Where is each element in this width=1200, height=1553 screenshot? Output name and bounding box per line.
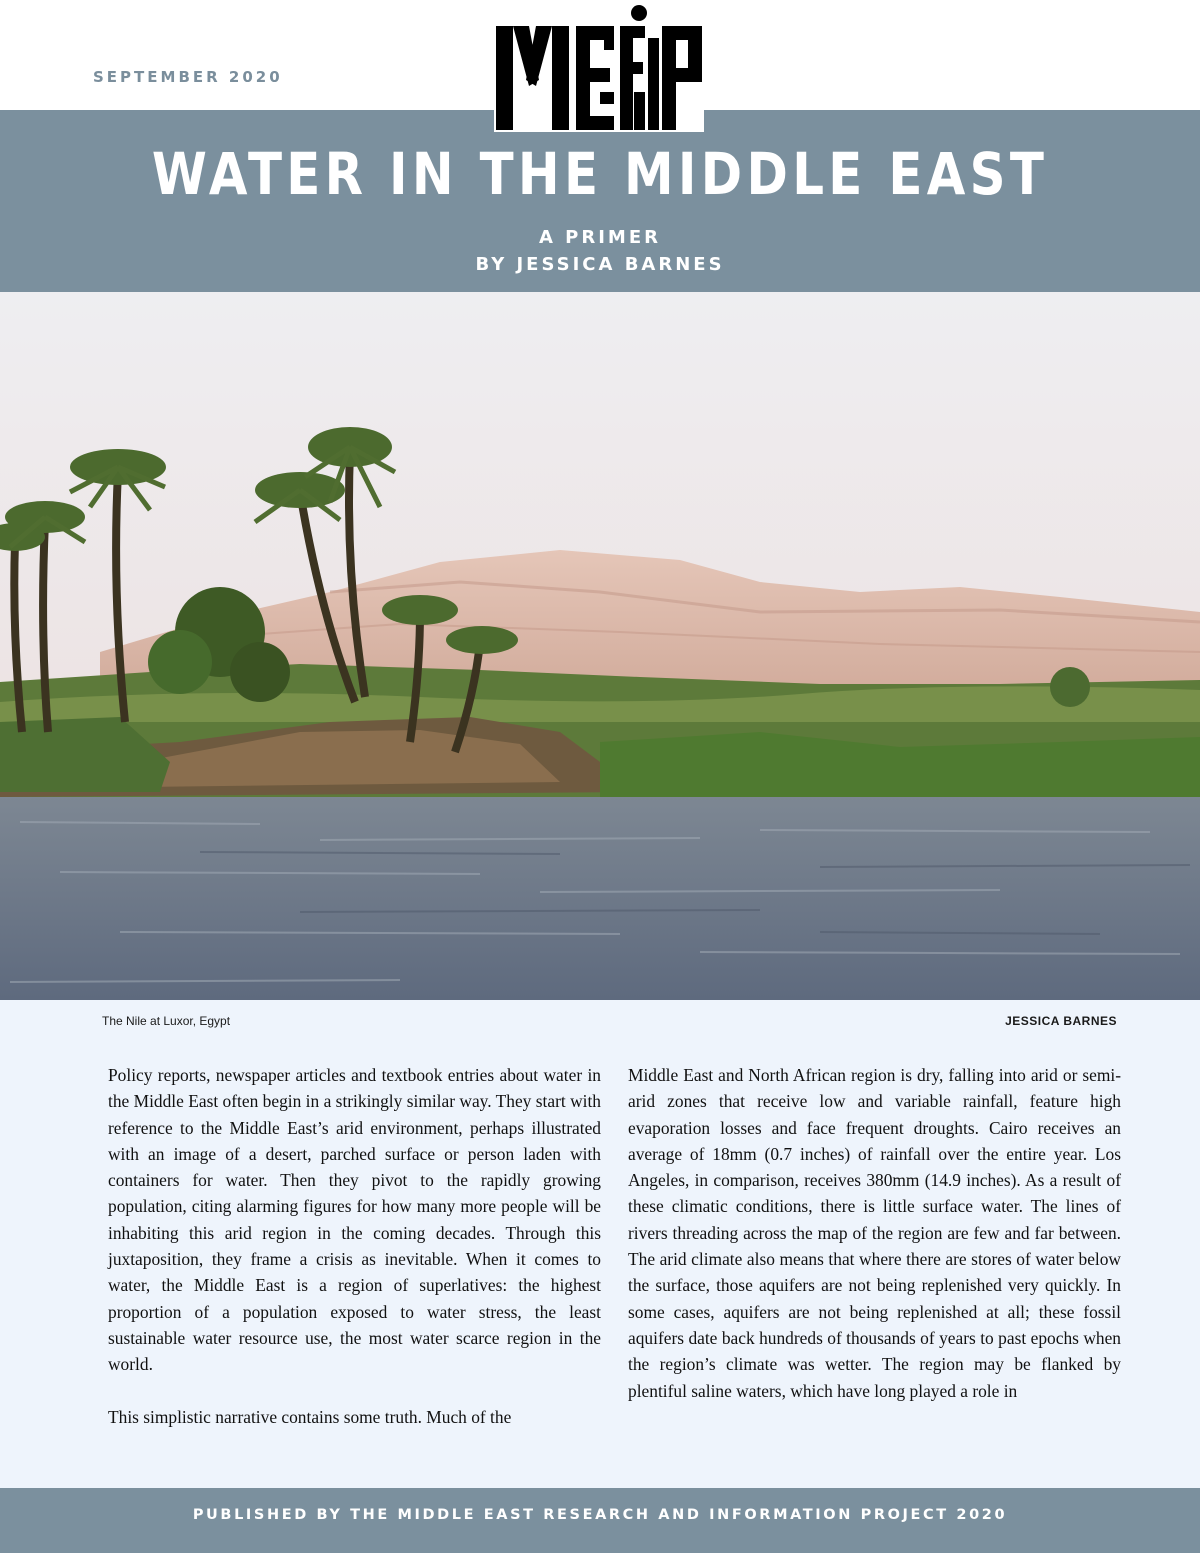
subtitle: A PRIMER (538, 227, 661, 248)
article-column-right (628, 1062, 1121, 1430)
page-title: WATER IN THE MIDDLE EAST (151, 140, 1049, 208)
merip-logo (494, 2, 704, 132)
byline: BY JESSICA BARNES (475, 254, 725, 275)
article-paragraph: This simplistic narrative contains some truth. Much of the (108, 1406, 512, 1427)
issue-date: SEPTEMBER 2020 (93, 68, 283, 86)
article-paragraph: Policy reports, newspaper articles and textbook entries about water in the Middle East often begin in a strikingly similar way. They start with reference to the Middle East’s arid environment, perhaps illustrated with an image of a desert, parched surface or person laden with containers for water. Then they pivot to the rapidly growing population, citing alarming figures for how many more people will be inhabiting this arid region in the coming decades. Through this juxtaposition, they frame a crisis as inevitable. When it comes to water, the Middle East is a region of superlatives: the highest proportion of a population exposed to water stress, the least sustainable water resource use, the most water scarce region in the world. (108, 1065, 601, 1375)
article-column-left (108, 1062, 601, 1456)
footer-text: PUBLISHED BY THE MIDDLE EAST RESEARCH AND INFORMATION PROJECT 2020 (192, 1507, 1008, 1523)
photo-credit: JESSICA BARNES (1005, 1014, 1117, 1028)
photo-caption: The Nile at Luxor, Egypt (102, 1014, 231, 1028)
article-paragraph: Middle East and North African region is dry, falling into arid or semi-arid zones that receive low and variable rainfall, feature high evaporation losses and face frequent droughts. Cairo receives an average of 18mm (0.7 inches) of rainfall over the entire year. Los Angeles, in comparison, receives 380mm (14.9 inches). As a result of these climatic conditions, there is little surface water. The lines of rivers threading across the map of the region are few and far between. The arid climate also means that where there are stores of water below the surface, those aquifers are not being replenished very quickly. In some cases, aquifers are not being replenished at all; these fossil aquifers date back hundreds of thousands of years to past epochs when the region’s climate was wetter. The region may be flanked by plentiful saline waters, which have long played a role in (628, 1065, 1121, 1401)
nile-photo (0, 292, 1200, 1000)
